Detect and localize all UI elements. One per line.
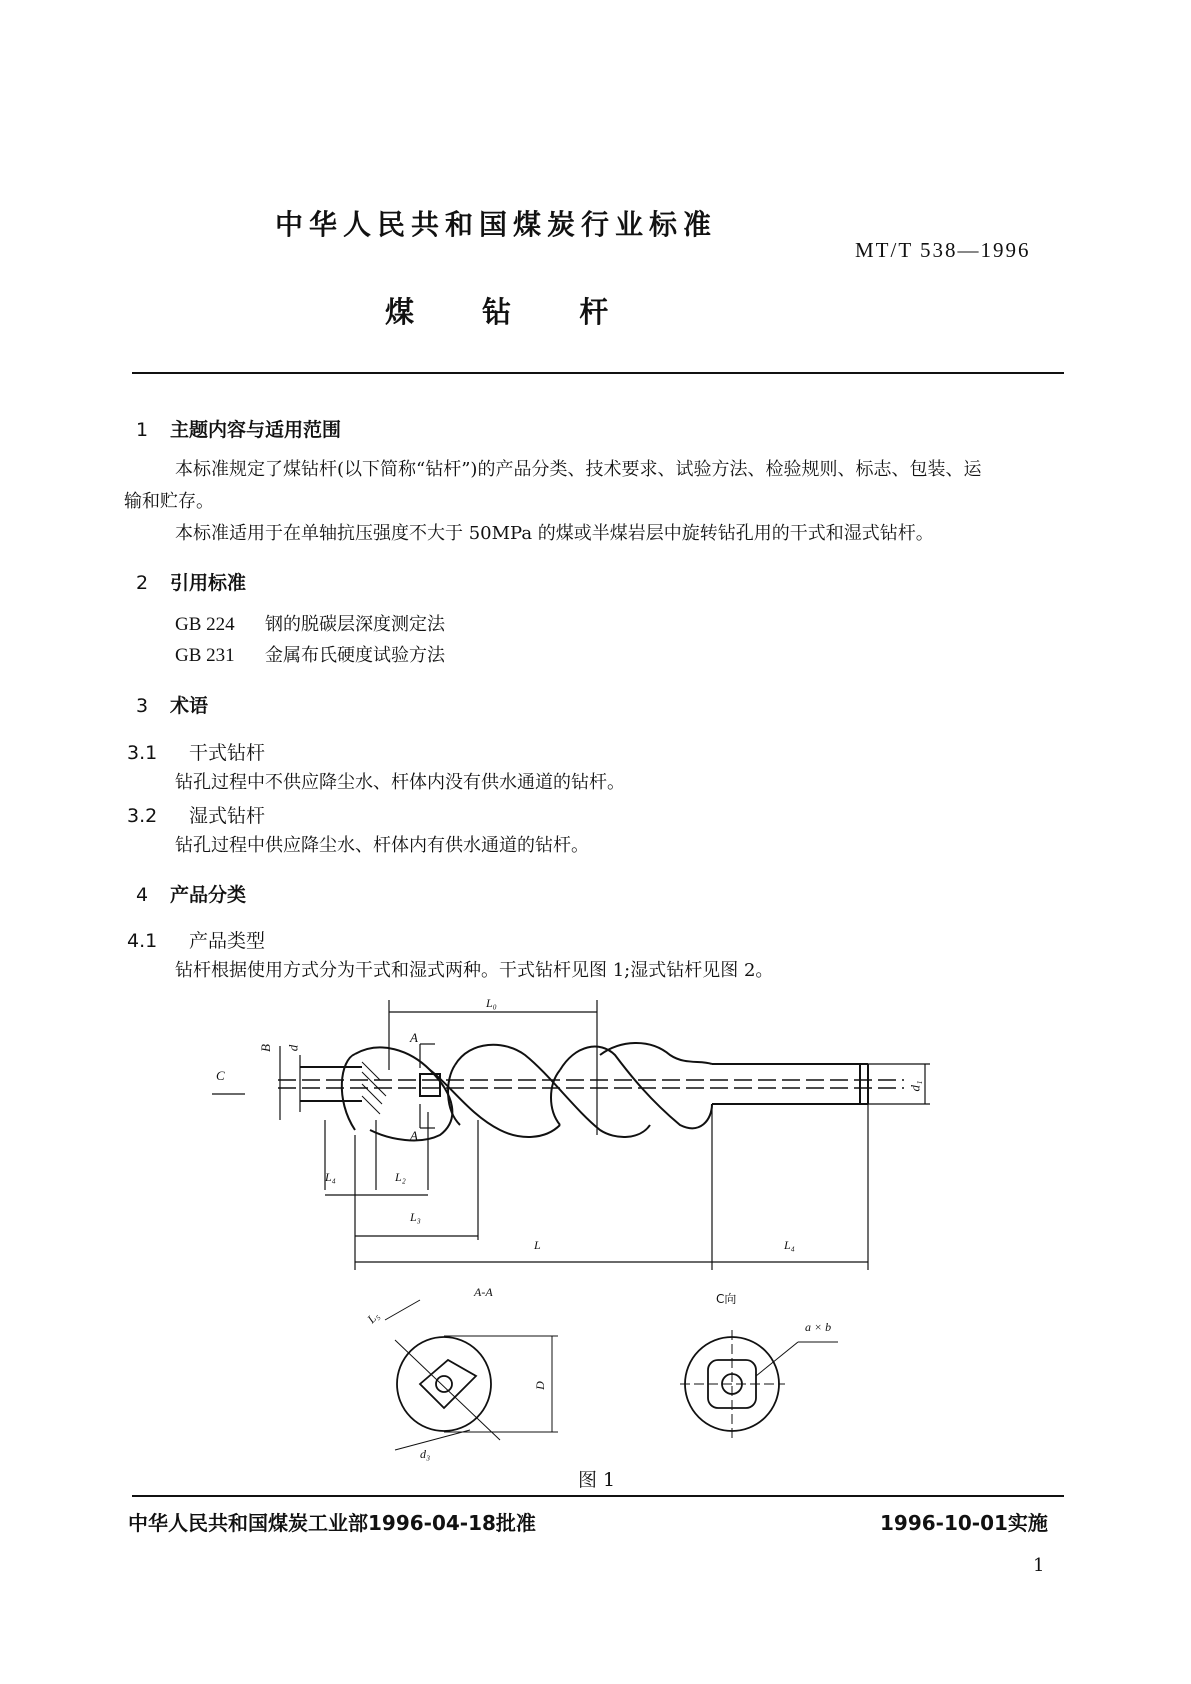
- term-3-2-title: 湿式钻杆: [189, 805, 266, 827]
- term-3-2-definition: 钻孔过程中供应降尘水、杆体内有供水通道的钻杆。: [175, 835, 589, 856]
- section-4-number: 4: [136, 884, 149, 906]
- bit-head: [342, 1054, 355, 1130]
- label-d1: d₁: [907, 1080, 923, 1092]
- label-l0: L₀: [486, 996, 497, 1010]
- effective-date: 1996-10-01实施: [880, 1511, 1048, 1535]
- label-l5: L₅: [364, 1308, 382, 1326]
- footer-divider: [132, 1495, 1064, 1497]
- label-b: B: [257, 1044, 273, 1052]
- section-aa-diagonal-1: [395, 1340, 500, 1440]
- spiral-start: [355, 1047, 452, 1140]
- section-1-number: 1: [136, 419, 149, 441]
- hatch-line: [362, 1062, 380, 1080]
- hatch-line: [362, 1084, 382, 1104]
- subsection-4-1-text: 钻杆根据使用方式分为干式和湿式两种。干式钻杆见图 1;湿式钻杆见图 2。: [175, 960, 774, 981]
- label-c: C: [216, 1068, 225, 1083]
- reference-code: GB 224: [175, 614, 235, 635]
- spiral-flight-1: [455, 1045, 650, 1137]
- section-2-number: 2: [136, 572, 149, 594]
- label-diameter-d: D: [532, 1381, 547, 1390]
- spiral-groove-1: [448, 1065, 460, 1125]
- section-1-title: 主题内容与适用范围: [170, 419, 342, 441]
- section-3-number: 3: [136, 695, 149, 717]
- label-l: L: [534, 1238, 541, 1252]
- section-2-title: 引用标准: [170, 572, 247, 594]
- label-a-top: A: [410, 1030, 418, 1045]
- section-1-paragraph-1-line-2: 输和贮存。: [124, 491, 214, 512]
- reference-code: GB 231: [175, 645, 235, 666]
- subsection-4-1-number: 4.1: [127, 930, 158, 952]
- section-aa-outer-circle: [397, 1337, 491, 1431]
- approval-line: 中华人民共和国煤炭工业部1996-04-18批准: [128, 1511, 536, 1535]
- page-number: 1: [1033, 1555, 1045, 1576]
- label-l3: L₃: [410, 1210, 421, 1224]
- standard-category-title: 中华人民共和国煤炭行业标准: [275, 208, 718, 241]
- label-section-aa: A-A: [474, 1285, 493, 1299]
- section-1-paragraph-1-line-1: 本标准规定了煤钻杆(以下简称“钻杆”)的产品分类、技术要求、试验方法、检验规则、标志、包装、运: [175, 459, 982, 480]
- label-d3: d₃: [420, 1447, 431, 1461]
- subsection-4-1-title: 产品类型: [189, 930, 266, 952]
- document-title: 煤 钻 杆: [385, 295, 609, 329]
- spiral-groove-2: [551, 1070, 560, 1125]
- section-aa-l5-dimension: [385, 1300, 420, 1320]
- reference-name: 钢的脱碳层深度测定法: [265, 614, 445, 635]
- reference-name: 金属布氏硬度试验方法: [265, 645, 445, 666]
- spiral-flight-4: [600, 1043, 712, 1064]
- section-aa-d3-dimension: [395, 1430, 470, 1450]
- label-l4-right: L₄: [784, 1238, 795, 1252]
- section-1-paragraph-2: 本标准适用于在单轴抗压强度不大于 50MPa 的煤或半煤岩层中旋转钻孔用的干式和湿式钻杆。: [175, 523, 934, 544]
- figure-caption: 图 1: [578, 1469, 616, 1491]
- label-view-c: C向: [716, 1292, 737, 1306]
- section-aa-center-hole: [436, 1376, 452, 1392]
- label-axb: a × b: [805, 1320, 832, 1334]
- term-3-1-title: 干式钻杆: [189, 742, 266, 764]
- section-aa-insert: [420, 1360, 476, 1408]
- hatch-line: [362, 1072, 386, 1096]
- term-3-1-definition: 钻孔过程中不供应降尘水、杆体内没有供水通道的钻杆。: [175, 772, 625, 793]
- section-3-title: 术语: [170, 695, 209, 717]
- label-a-bottom: A: [410, 1128, 418, 1143]
- term-3-1-number: 3.1: [127, 742, 158, 764]
- label-l4-left: L₄: [325, 1170, 336, 1184]
- label-d: d: [285, 1044, 301, 1052]
- standard-code: MT/T 538—1996: [855, 238, 1031, 262]
- term-3-2-number: 3.2: [127, 805, 158, 827]
- label-l2: L₂: [395, 1170, 406, 1184]
- section-4-title: 产品分类: [170, 884, 247, 906]
